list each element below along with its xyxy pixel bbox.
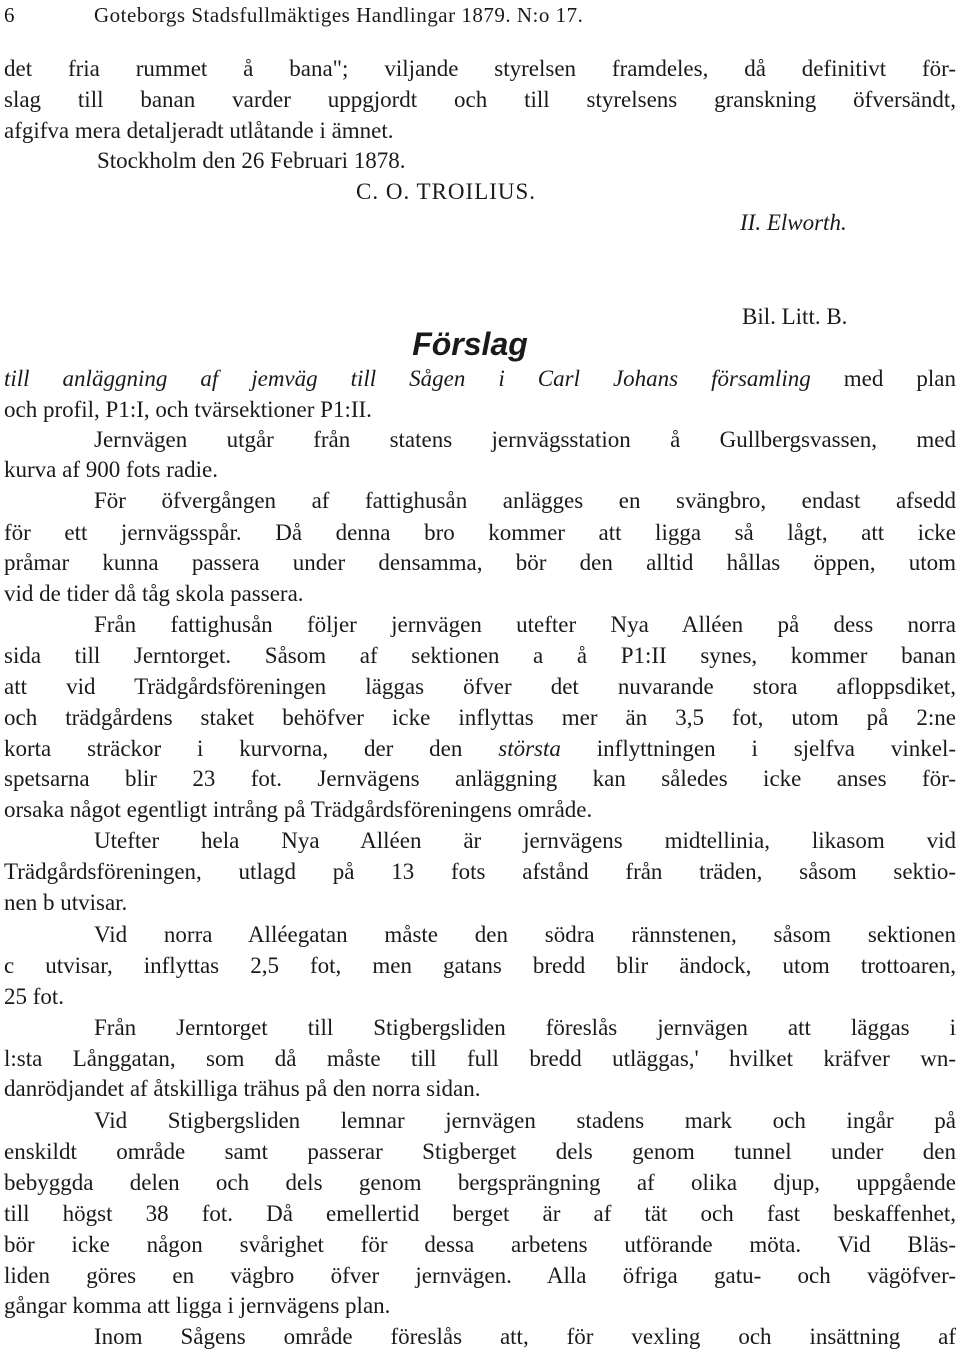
body-segment: inflyttningen i sjelfva vinkel-	[596, 736, 957, 761]
body-line: enskildt område samt passerar Stigberget dels genom tunnel under den	[4, 1139, 956, 1164]
body-line: Inom Sågens område föreslås att, för vexling och insättning af	[94, 1324, 956, 1349]
page-number: 6	[4, 3, 15, 27]
section-heading: Förslag	[412, 326, 528, 362]
body-line: För öfvergången af fattighusån anlägges en svängbro, endast afsedd	[94, 488, 956, 513]
body-line: Trädgårdsföreningen, utlagd på 13 fots afstånd från träden, såsom sektio-	[4, 859, 956, 884]
signature-troilius: C. O. TROILIUS.	[356, 179, 537, 204]
body-segment: korta sträckor i kurvorna, der den	[4, 736, 463, 761]
body-line: Jernvägen utgår från statens jernvägsstation å Gullbergsvassen, med	[94, 427, 956, 452]
body-line: c utvisar, inflyttas 2,5 fot, men gatans bredd blir ändock, utom trottoaren,	[4, 953, 956, 978]
body-line: nen b utvisar.	[4, 890, 128, 915]
body-line: att vid Trädgårdsföreningen läggas öfver det nuvarande stora afloppsdiket,	[4, 674, 956, 699]
body-line: sida till Jerntorget. Såsom af sektionen a å P1:II synes, kommer banan	[4, 643, 956, 668]
appendix-label: Bil. Litt. B.	[742, 304, 848, 329]
body-line: spetsarna blir 23 fot. Jernvägens anläggning kan således icke anses för-	[4, 766, 956, 791]
body-line: danrödjandet af åtskilliga trähus på den norra sidan.	[4, 1076, 481, 1101]
body-line: 25 fot.	[4, 984, 65, 1009]
subtitle-tail: med plan	[843, 366, 956, 391]
body-line: l:sta Långgatan, som då måste till full bredd utläggas,' hvilket kräfver wn-	[4, 1046, 956, 1071]
running-title: Goteborgs Stadsfullmäktiges Handlingar 1879. N:o 17.	[94, 3, 584, 27]
body-line: Från fattighusån följer jernvägen utefter Nya Alléen på dess norra	[94, 612, 956, 637]
body-line: till högst 38 fot. Då emellertid berget är af tät och fast beskaffenhet,	[4, 1201, 956, 1226]
body-line: gångar komma att ligga i jernvägens plan.	[4, 1293, 391, 1318]
letter-line: det fria rummet å bana"; viljande styrelsen framdeles, då definitivt för-	[4, 56, 956, 81]
body-line: Vid Stigbergsliden lemnar jernvägen stadens mark och ingår på	[94, 1108, 956, 1133]
body-line: Utefter hela Nya Alléen är jernvägens midtellinia, likasom vid	[94, 828, 956, 853]
place-date: Stockholm den 26 Februari 1878.	[97, 148, 406, 173]
body-line: bör icke någon svårighet för dessa arbetens utförande möta. Vid Bläs-	[4, 1232, 956, 1257]
letter-line: afgifva mera detaljeradt utlåtande i ämnet.	[4, 118, 394, 143]
body-line: och trädgårdens staket behöfver icke inflyttas mer än 3,5 fot, utom på 2:ne	[4, 705, 956, 730]
body-line: Vid norra Alléegatan måste den södra rännstenen, såsom sektionen	[94, 922, 956, 947]
body-line: kurva af 900 fots radie.	[4, 457, 218, 482]
body-line: bebyggda delen och dels genom bergsprängning af olika djup, uppgående	[4, 1170, 956, 1195]
running-header	[4, 0, 956, 30]
subtitle-line-2: och profil, P1:I, och tvärsektioner P1:II.	[4, 397, 372, 422]
body-line: vid de tider då tåg skola passera.	[4, 581, 304, 606]
subtitle-line-1	[4, 364, 956, 394]
signature-elworth: II. Elworth.	[740, 210, 847, 235]
letter-line: slag till banan varder uppgjordt och till styrelsens granskning öfversändt,	[4, 87, 956, 112]
emphasis-word: största	[498, 736, 561, 761]
body-line-mixed	[4, 734, 956, 764]
body-line: för ett jernvägsspår. Då denna bro kommer att ligga så lågt, att icke	[4, 520, 956, 545]
subtitle-italic: till anläggning af jemväg till Sågen i Carl Johans församling	[4, 366, 811, 391]
body-line: pråmar kunna passera under densamma, bör den alltid hållas öppen, utom	[4, 550, 956, 575]
body-line: orsaka något egentligt intrång på Trädgårdsföreningens område.	[4, 797, 593, 822]
body-line: liden göres en vägbro öfver jernvägen. Alla öfriga gatu- och vägöfver-	[4, 1263, 956, 1288]
body-line: Från Jerntorget till Stigbergsliden föreslås jernvägen att läggas i	[94, 1015, 956, 1040]
